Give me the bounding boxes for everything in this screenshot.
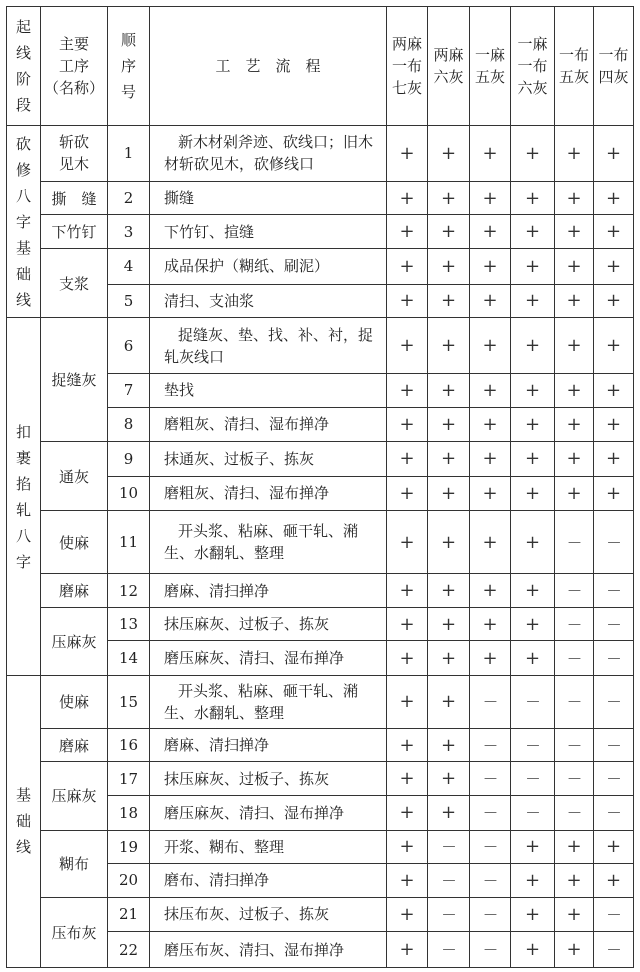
table-row <box>7 897 634 932</box>
main-process-cell: 通灰 <box>41 442 108 511</box>
not-applicable-mark: — <box>428 897 470 932</box>
applicable-mark: + <box>511 830 555 864</box>
applicable-mark: + <box>511 511 555 574</box>
stage-char: 基 <box>15 786 31 805</box>
applicable-mark: + <box>511 125 555 181</box>
header-col-6: 一布 四灰 <box>594 7 634 126</box>
applicable-mark: + <box>470 641 511 676</box>
not-applicable-mark: — <box>594 574 634 608</box>
seq-number: 10 <box>108 476 150 511</box>
stage-char: 基 <box>15 238 31 257</box>
applicable-mark: + <box>511 374 555 408</box>
flow-text: 垫找 <box>150 374 387 408</box>
applicable-mark: + <box>555 374 594 408</box>
not-applicable-mark: — <box>594 897 634 932</box>
stage-char: 础 <box>15 264 31 283</box>
applicable-mark: + <box>555 125 594 181</box>
main-process-cell: 糊布 <box>41 830 108 897</box>
main-process-cell: 压布灰 <box>41 897 108 967</box>
table-row <box>7 181 634 215</box>
table-row <box>7 248 634 284</box>
main-process-cell <box>41 125 108 181</box>
applicable-mark: + <box>555 830 594 864</box>
applicable-mark: + <box>555 476 594 511</box>
applicable-mark: + <box>387 284 428 318</box>
applicable-mark: + <box>428 181 470 215</box>
seq-number: 20 <box>108 864 150 898</box>
stage-char: 础 <box>15 812 31 831</box>
main-process-line: 斩砍 <box>58 133 89 152</box>
stage-cell <box>7 318 41 676</box>
header-col-5: 一布 五灰 <box>555 7 594 126</box>
table-row <box>7 762 634 796</box>
applicable-mark: + <box>428 476 470 511</box>
applicable-mark: + <box>387 728 428 762</box>
applicable-mark: + <box>387 641 428 676</box>
main-process-cell: 使麻 <box>41 675 108 728</box>
flow-text: 抹压麻灰、过板子、拣灰 <box>150 762 387 796</box>
not-applicable-mark: — <box>555 574 594 608</box>
main-process-cell: 支浆 <box>41 248 108 317</box>
flow-text: 捉缝灰、垫、找、补、衬，捉轧灰线口 <box>150 318 387 374</box>
seq-number: 17 <box>108 762 150 796</box>
stage-char: 线 <box>15 290 31 309</box>
main-process-line: 见木 <box>58 155 89 174</box>
main-process-cell: 磨麻 <box>41 728 108 762</box>
applicable-mark: + <box>428 442 470 477</box>
header-main-process: 主要 工序 （名称） <box>41 7 108 126</box>
applicable-mark: + <box>428 675 470 728</box>
applicable-mark: + <box>555 897 594 932</box>
not-applicable-mark: — <box>594 932 634 968</box>
applicable-mark: + <box>428 374 470 408</box>
stage-char: 八 <box>15 186 31 205</box>
seq-number: 19 <box>108 830 150 864</box>
flow-text: 开浆、糊布、整理 <box>150 830 387 864</box>
applicable-mark: + <box>594 374 634 408</box>
flow-text: 磨麻、清扫掸净 <box>150 728 387 762</box>
not-applicable-mark: — <box>470 830 511 864</box>
applicable-mark: + <box>387 762 428 796</box>
applicable-mark: + <box>428 407 470 442</box>
applicable-mark: + <box>594 830 634 864</box>
not-applicable-mark: — <box>594 762 634 796</box>
table-row <box>7 574 634 608</box>
applicable-mark: + <box>594 476 634 511</box>
applicable-mark: + <box>387 374 428 408</box>
seq-number: 14 <box>108 641 150 676</box>
main-process-cell: 压麻灰 <box>41 762 108 830</box>
main-process-cell: 撕 缝 <box>41 181 108 215</box>
applicable-mark: + <box>387 125 428 181</box>
applicable-mark: + <box>511 442 555 477</box>
applicable-mark: + <box>387 407 428 442</box>
applicable-mark: + <box>387 442 428 477</box>
applicable-mark: + <box>387 795 428 830</box>
applicable-mark: + <box>470 248 511 284</box>
applicable-mark: + <box>594 125 634 181</box>
table-row <box>7 511 634 574</box>
seq-number: 11 <box>108 511 150 574</box>
table-row <box>7 728 634 762</box>
stage-char: 修 <box>15 160 31 179</box>
table-row <box>7 675 634 728</box>
applicable-mark: + <box>428 641 470 676</box>
stage-char: 线 <box>15 838 31 857</box>
not-applicable-mark: — <box>428 864 470 898</box>
seq-number: 15 <box>108 675 150 728</box>
applicable-mark: + <box>511 897 555 932</box>
stage-char: 扣 <box>15 422 31 441</box>
flow-text: 磨布、清扫掸净 <box>150 864 387 898</box>
header-col-2: 两麻 六灰 <box>428 7 470 126</box>
flow-text: 撕缝 <box>150 181 387 215</box>
stage-char: 轧 <box>15 500 31 519</box>
not-applicable-mark: — <box>470 932 511 968</box>
process-table <box>6 6 634 968</box>
stage-cell <box>7 125 41 317</box>
applicable-mark: + <box>470 511 511 574</box>
applicable-mark: + <box>594 442 634 477</box>
applicable-mark: + <box>428 607 470 641</box>
applicable-mark: + <box>387 248 428 284</box>
applicable-mark: + <box>387 897 428 932</box>
applicable-mark: + <box>387 181 428 215</box>
main-process-cell: 使麻 <box>41 511 108 574</box>
table-row <box>7 215 634 249</box>
flow-text: 磨压麻灰、清扫、湿布掸净 <box>150 795 387 830</box>
stage-char: 八 <box>15 526 31 545</box>
applicable-mark: + <box>470 442 511 477</box>
not-applicable-mark: — <box>470 795 511 830</box>
applicable-mark: + <box>594 864 634 898</box>
applicable-mark: + <box>511 181 555 215</box>
not-applicable-mark: — <box>594 728 634 762</box>
applicable-mark: + <box>511 864 555 898</box>
seq-number: 3 <box>108 215 150 249</box>
not-applicable-mark: — <box>594 511 634 574</box>
flow-text: 抹通灰、过板子、拣灰 <box>150 442 387 477</box>
applicable-mark: + <box>387 511 428 574</box>
applicable-mark: + <box>428 318 470 374</box>
stage-char: 掐 <box>15 474 31 493</box>
flow-text: 磨麻、清扫掸净 <box>150 574 387 608</box>
header-col-3: 一麻 五灰 <box>470 7 511 126</box>
not-applicable-mark: — <box>594 675 634 728</box>
applicable-mark: + <box>511 248 555 284</box>
applicable-mark: + <box>428 125 470 181</box>
not-applicable-mark: — <box>470 762 511 796</box>
flow-text: 磨粗灰、清扫、湿布掸净 <box>150 407 387 442</box>
applicable-mark: + <box>428 728 470 762</box>
main-process-cell: 压麻灰 <box>41 607 108 675</box>
applicable-mark: + <box>387 607 428 641</box>
applicable-mark: + <box>387 215 428 249</box>
not-applicable-mark: — <box>555 641 594 676</box>
not-applicable-mark: — <box>470 728 511 762</box>
not-applicable-mark: — <box>555 675 594 728</box>
applicable-mark: + <box>555 932 594 968</box>
flow-text: 抹压布灰、过板子、拣灰 <box>150 897 387 932</box>
seq-number: 4 <box>108 248 150 284</box>
seq-number: 12 <box>108 574 150 608</box>
not-applicable-mark: — <box>511 795 555 830</box>
flow-text: 下竹钉、揎缝 <box>150 215 387 249</box>
applicable-mark: + <box>555 318 594 374</box>
not-applicable-mark: — <box>555 795 594 830</box>
not-applicable-mark: — <box>428 932 470 968</box>
applicable-mark: + <box>511 476 555 511</box>
applicable-mark: + <box>511 607 555 641</box>
applicable-mark: + <box>555 284 594 318</box>
applicable-mark: + <box>555 181 594 215</box>
not-applicable-mark: — <box>470 675 511 728</box>
applicable-mark: + <box>555 442 594 477</box>
applicable-mark: + <box>594 181 634 215</box>
applicable-mark: + <box>387 830 428 864</box>
applicable-mark: + <box>387 476 428 511</box>
not-applicable-mark: — <box>428 830 470 864</box>
not-applicable-mark: — <box>511 728 555 762</box>
applicable-mark: + <box>555 248 594 284</box>
header-seq: 顺 序 号 <box>108 7 150 126</box>
applicable-mark: + <box>470 181 511 215</box>
seq-number: 9 <box>108 442 150 477</box>
applicable-mark: + <box>470 374 511 408</box>
not-applicable-mark: — <box>555 607 594 641</box>
flow-text: 磨压麻灰、清扫、湿布掸净 <box>150 641 387 676</box>
seq-number: 8 <box>108 407 150 442</box>
table-row <box>7 442 634 477</box>
table-row <box>7 830 634 864</box>
not-applicable-mark: — <box>470 897 511 932</box>
table-row <box>7 318 634 374</box>
applicable-mark: + <box>387 864 428 898</box>
applicable-mark: + <box>470 125 511 181</box>
seq-number: 1 <box>108 125 150 181</box>
applicable-mark: + <box>428 284 470 318</box>
flow-text: 磨压布灰、清扫、湿布掸净 <box>150 932 387 968</box>
applicable-mark: + <box>387 932 428 968</box>
applicable-mark: + <box>470 574 511 608</box>
flow-text: 新木材剁斧迹、砍线口；旧木材斩砍见木，砍修线口 <box>150 125 387 181</box>
table-row <box>7 125 634 181</box>
applicable-mark: + <box>594 215 634 249</box>
stage-char: 裹 <box>15 448 31 467</box>
applicable-mark: + <box>511 641 555 676</box>
not-applicable-mark: — <box>594 795 634 830</box>
header-stage: 起 线 阶 段 <box>7 7 41 126</box>
applicable-mark: + <box>594 318 634 374</box>
header-row <box>7 7 634 126</box>
not-applicable-mark: — <box>555 728 594 762</box>
flow-text: 开头浆、粘麻、砸干轧、潲生、水翻轧、整理 <box>150 675 387 728</box>
applicable-mark: + <box>470 607 511 641</box>
applicable-mark: + <box>594 284 634 318</box>
not-applicable-mark: — <box>470 864 511 898</box>
applicable-mark: + <box>555 407 594 442</box>
applicable-mark: + <box>428 795 470 830</box>
seq-number: 21 <box>108 897 150 932</box>
applicable-mark: + <box>555 215 594 249</box>
not-applicable-mark: — <box>594 607 634 641</box>
main-process-cell: 捉缝灰 <box>41 318 108 442</box>
flow-text: 磨粗灰、清扫、湿布掸净 <box>150 476 387 511</box>
not-applicable-mark: — <box>511 762 555 796</box>
stage-cell <box>7 675 41 967</box>
applicable-mark: + <box>387 574 428 608</box>
applicable-mark: + <box>470 407 511 442</box>
applicable-mark: + <box>470 215 511 249</box>
stage-char: 字 <box>15 212 31 231</box>
applicable-mark: + <box>428 248 470 284</box>
not-applicable-mark: — <box>555 511 594 574</box>
flow-text: 开头浆、粘麻、砸干轧、潲生、水翻轧、整理 <box>150 511 387 574</box>
not-applicable-mark: — <box>511 675 555 728</box>
applicable-mark: + <box>594 407 634 442</box>
header-col-1: 两麻 一布 七灰 <box>387 7 428 126</box>
applicable-mark: + <box>428 574 470 608</box>
header-flow: 工 艺 流 程 <box>150 7 387 126</box>
seq-number: 7 <box>108 374 150 408</box>
seq-number: 22 <box>108 932 150 968</box>
applicable-mark: + <box>428 215 470 249</box>
seq-number: 2 <box>108 181 150 215</box>
header-col-4: 一麻 一布 六灰 <box>511 7 555 126</box>
seq-number: 13 <box>108 607 150 641</box>
applicable-mark: + <box>511 932 555 968</box>
applicable-mark: + <box>470 284 511 318</box>
applicable-mark: + <box>511 318 555 374</box>
seq-number: 18 <box>108 795 150 830</box>
applicable-mark: + <box>428 511 470 574</box>
applicable-mark: + <box>387 675 428 728</box>
main-process-cell: 下竹钉 <box>41 215 108 249</box>
applicable-mark: + <box>511 407 555 442</box>
seq-number: 6 <box>108 318 150 374</box>
flow-text: 成品保护（糊纸、刷泥） <box>150 248 387 284</box>
applicable-mark: + <box>555 864 594 898</box>
flow-text: 清扫、支油浆 <box>150 284 387 318</box>
flow-text: 抹压麻灰、过板子、拣灰 <box>150 607 387 641</box>
table-row <box>7 607 634 641</box>
applicable-mark: + <box>470 318 511 374</box>
applicable-mark: + <box>511 574 555 608</box>
applicable-mark: + <box>594 248 634 284</box>
stage-char: 字 <box>15 552 31 571</box>
applicable-mark: + <box>511 284 555 318</box>
applicable-mark: + <box>387 318 428 374</box>
not-applicable-mark: — <box>555 762 594 796</box>
not-applicable-mark: — <box>594 641 634 676</box>
applicable-mark: + <box>470 476 511 511</box>
applicable-mark: + <box>428 762 470 796</box>
seq-number: 5 <box>108 284 150 318</box>
seq-number: 16 <box>108 728 150 762</box>
applicable-mark: + <box>511 215 555 249</box>
main-process-cell: 磨麻 <box>41 574 108 608</box>
stage-char: 砍 <box>15 134 31 153</box>
